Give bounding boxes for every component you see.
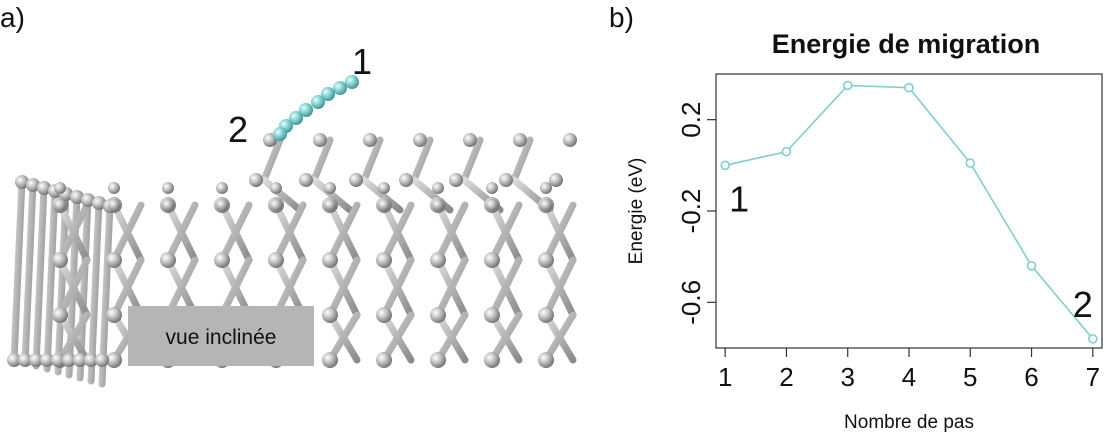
- metal-atom: [540, 199, 552, 211]
- metal-atom: [322, 307, 338, 323]
- metal-atom: [108, 199, 120, 211]
- metal-atom: [540, 182, 552, 194]
- x-tick-label: 3: [840, 362, 855, 392]
- metal-atom: [299, 173, 313, 187]
- metal-atom: [430, 352, 446, 368]
- view-caption: vue inclinée: [165, 326, 277, 349]
- panel-label-b: b): [609, 2, 634, 33]
- metal-atom: [363, 133, 377, 147]
- metal-atom: [322, 252, 338, 268]
- plot-frame: [716, 74, 1102, 348]
- data-point: [1028, 262, 1036, 270]
- data-point: [905, 84, 913, 92]
- metal-atom: [378, 199, 390, 211]
- metal-atom: [484, 352, 500, 368]
- metal-atom: [376, 307, 392, 323]
- metal-atom: [106, 252, 122, 268]
- metal-atom: [108, 182, 120, 194]
- adatom: [273, 127, 287, 141]
- metal-atom: [324, 182, 336, 194]
- metal-atom: [538, 352, 554, 368]
- metal-atom: [376, 352, 392, 368]
- lattice-bond: [36, 186, 44, 366]
- series-line: [725, 85, 1093, 338]
- data-point: [782, 148, 790, 156]
- metal-atom: [95, 353, 109, 367]
- metal-atom: [499, 173, 513, 187]
- metal-atom: [324, 199, 336, 211]
- lattice-bond: [25, 183, 33, 363]
- metal-atom: [270, 199, 282, 211]
- metal-atom: [463, 133, 477, 147]
- metal-atom: [484, 252, 500, 268]
- y-axis: [676, 102, 716, 325]
- metal-atom: [376, 252, 392, 268]
- x-tick-label: 4: [901, 362, 917, 392]
- site-label-2: 2: [228, 109, 249, 150]
- site-label-1: 1: [352, 41, 373, 82]
- data-point: [1089, 335, 1097, 343]
- x-axis: [718, 348, 1100, 392]
- metal-atom: [216, 182, 228, 194]
- y-tick-label: -0.2: [676, 188, 706, 234]
- metal-atom: [268, 252, 284, 268]
- panel-label-a: a): [0, 2, 25, 33]
- atomic-structure-illustration: [0, 30, 600, 444]
- metal-atom: [54, 182, 66, 194]
- point-annotation: 1: [729, 178, 750, 220]
- x-tick-label: 5: [963, 362, 978, 392]
- metal-atom: [378, 182, 390, 194]
- metal-atom: [313, 133, 327, 147]
- data-point: [721, 161, 729, 169]
- adatom-chain: [273, 75, 359, 141]
- data-point: [844, 81, 852, 89]
- metal-atom: [563, 133, 577, 147]
- y-tick-label: 0.2: [676, 101, 706, 138]
- metal-atom: [349, 173, 363, 187]
- metal-atom: [413, 133, 427, 147]
- metal-atom: [484, 307, 500, 323]
- metal-atom: [160, 252, 176, 268]
- metal-atom: [538, 252, 554, 268]
- metal-atom: [52, 252, 68, 268]
- metal-atom: [162, 199, 174, 211]
- metal-atom: [54, 199, 66, 211]
- metal-atom: [216, 199, 228, 211]
- metal-atom: [449, 173, 463, 187]
- metal-atom: [538, 307, 554, 323]
- chart-title: Energie de migration: [771, 29, 1041, 59]
- metal-atom: [432, 199, 444, 211]
- metal-atom: [486, 199, 498, 211]
- metal-atom: [430, 252, 446, 268]
- metal-atom: [249, 173, 263, 187]
- data-point: [966, 159, 974, 167]
- y-tick-label: -0.6: [676, 279, 706, 325]
- energy-series: [721, 81, 1097, 342]
- metal-atom: [162, 182, 174, 194]
- metal-atom: [513, 133, 527, 147]
- x-tick-label: 6: [1024, 362, 1039, 392]
- metal-atom: [270, 182, 282, 194]
- point-annotation: 2: [1072, 283, 1093, 325]
- x-tick-label: 7: [1085, 362, 1101, 392]
- x-axis-title: Nombre de pas: [844, 412, 974, 433]
- x-tick-label: 1: [717, 362, 733, 392]
- metal-atom: [432, 182, 444, 194]
- adatom: [311, 95, 325, 109]
- metal-atom: [399, 173, 413, 187]
- metal-atom: [486, 182, 498, 194]
- metal-atom: [322, 352, 338, 368]
- adatom: [333, 81, 347, 95]
- metal-atom: [52, 307, 68, 323]
- x-tick-label: 2: [779, 362, 794, 392]
- metal-atom: [214, 252, 230, 268]
- y-axis-title: Energie (eV): [626, 157, 647, 265]
- metal-atom: [106, 307, 122, 323]
- energy-chart: [600, 0, 1108, 444]
- chart-annotations: [729, 178, 1093, 325]
- metal-atom: [430, 307, 446, 323]
